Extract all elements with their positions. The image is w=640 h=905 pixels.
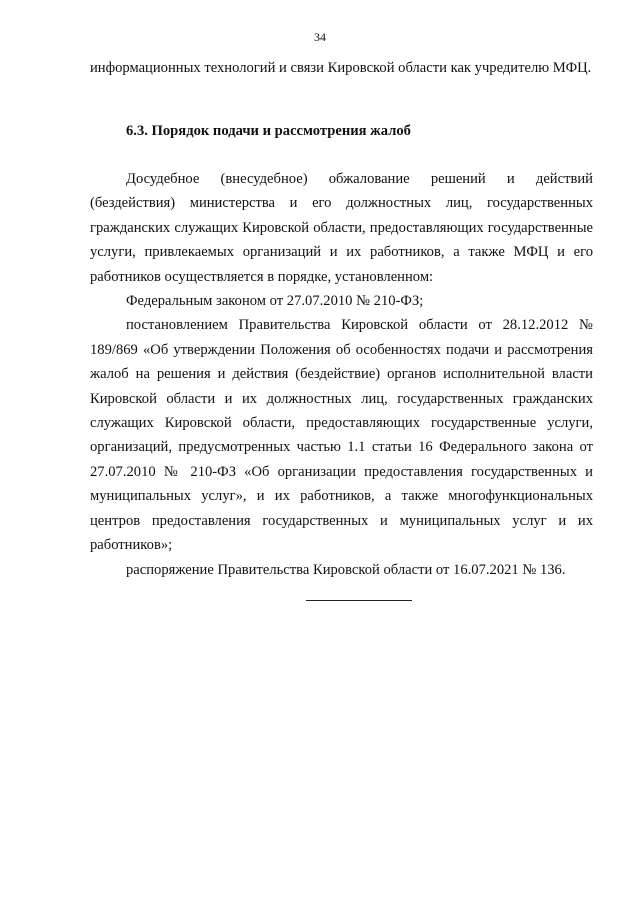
end-separator-line	[306, 600, 412, 601]
paragraph-appeal-procedure: Досудебное (внесудебное) обжалование решений и действий (бездействия) министерства и его должностных лиц, государственных гражданских служащих Кировской области, предоставляющих государственные услуги, привлекаемых организаций и их работников, а также МФЦ и его работников осуществляется в порядке, установленном:	[90, 171, 593, 285]
continued-text-block	[90, 56, 593, 80]
section-body	[90, 167, 593, 582]
paragraph-federal-law: Федеральным законом от 27.07.2010 № 210-ФЗ;	[126, 293, 424, 310]
paragraph-government-order: распоряжение Правительства Кировской области от 16.07.2021 № 136.	[126, 561, 566, 578]
section-heading: 6.3. Порядок подачи и рассмотрения жалоб	[126, 123, 411, 139]
continued-paragraph: информационных технологий и связи Кировской области как учредителю МФЦ.	[90, 60, 592, 76]
page-number: 34	[314, 30, 326, 44]
paragraph-government-resolution: постановлением Правительства Кировской области от 28.12.2012 № 189/869 «Об утверждении Положения об особенностях подачи и рассмотрения жалоб на решения и действия (бездействие) органов исполнительной власти Кировской области и их должностных лиц, государственных гражданских служащих Кировской области, предоставляющих государственные услуги, организаций, предусмотренных частью 1.1 статьи 16 Федерального закона от 27.07.2010 № 210-ФЗ «Об организации предоставления государственных и муниципальных услуг», и их работников, а также многофункциональных центров предоставления государственных и муниципальных услуг и их работников»;	[90, 317, 593, 554]
